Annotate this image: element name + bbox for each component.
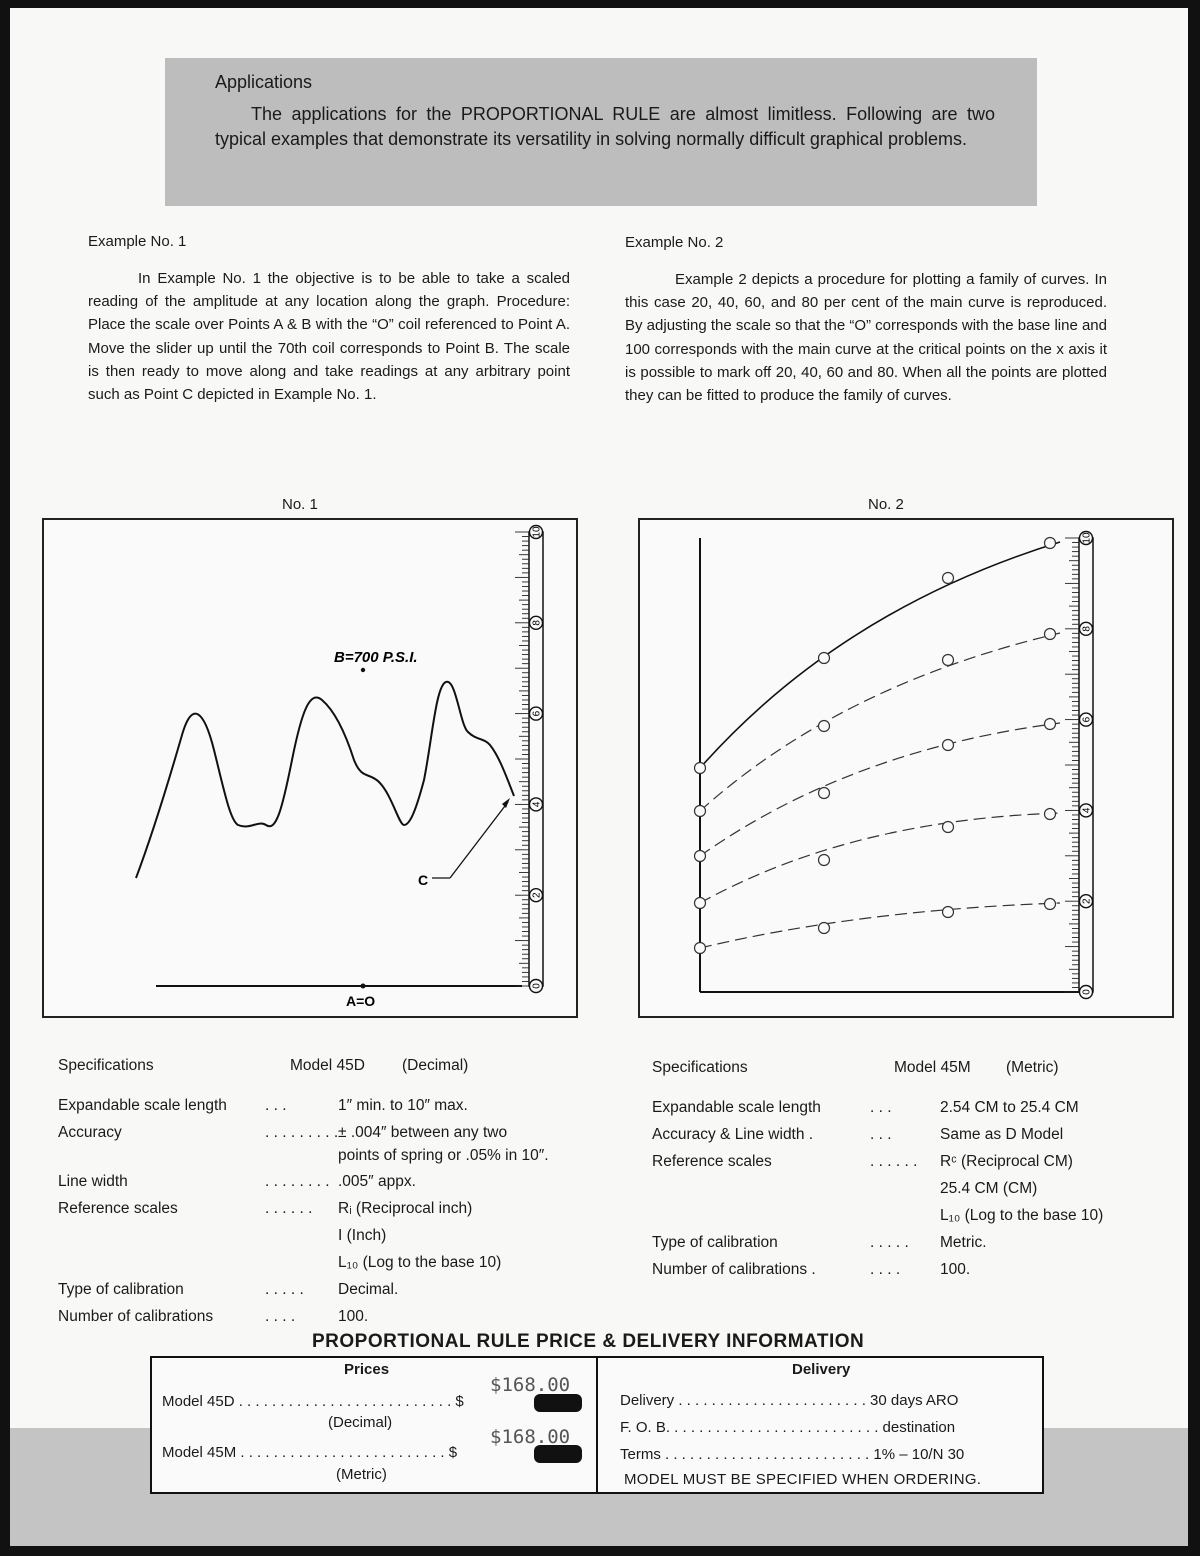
spec-decimal-model-type: (Decimal) xyxy=(402,1057,469,1074)
spec-label: Line width xyxy=(58,1173,128,1190)
spec-value: 2.54 CM to 25.4 CM xyxy=(940,1099,1079,1116)
spec-metric-heading: Specifications xyxy=(652,1059,748,1076)
scale-label: 10 xyxy=(1081,532,1093,544)
point-c-arrowhead xyxy=(502,798,510,808)
example2-text: Example 2 depicts a procedure for plotting a family of curves. In this case 20, 40, 60, and 80 per cent of the main curve is reproduced. By adjusting the scale so that the “O” corresponds with the base line and 100 corresponds with the main curve at the critical points on the x axis it is possible to mark off 20, 40, 60 and 80. When all the points are plotted they can be fitted to produce the family of curves. xyxy=(625,271,1107,405)
main-curve xyxy=(700,542,1060,768)
spec-value: I (Inch) xyxy=(338,1227,387,1244)
spec-dots: . . . xyxy=(265,1097,287,1114)
spec-value: .005″ appx. xyxy=(338,1173,416,1190)
point-a-marker xyxy=(361,984,366,989)
example2-heading: Example No. 2 xyxy=(625,234,724,251)
terms-line: Terms . . . . . . . . . . . . . . . . . . . . . . . . . 1% – 10/N 30 xyxy=(620,1446,965,1463)
spec-value: 100. xyxy=(338,1308,369,1325)
point xyxy=(819,653,830,664)
scale-bar xyxy=(1079,538,1093,992)
scale-label: 8 xyxy=(1081,626,1093,632)
spec-value: L₁₀ (Log to the base 10) xyxy=(338,1254,502,1271)
spec-label: Type of calibration xyxy=(652,1234,778,1251)
applications-text: The applications for the PROPORTIONAL RULE are almost limitless. Following are two typical examples that demonstrate its versatility in solving normally difficult graphical problems. xyxy=(215,104,995,149)
model-45d-price: $168.00 xyxy=(490,1374,571,1396)
spec-metric-model-type: (Metric) xyxy=(1006,1059,1059,1076)
document-sheet xyxy=(10,8,1188,1546)
spec-dots: . . . . . . xyxy=(870,1153,918,1170)
spec-value: Rᶜ (Reciprocal CM) xyxy=(940,1153,1073,1170)
figure1-label: No. 1 xyxy=(282,496,318,513)
point xyxy=(819,855,830,866)
spec-label: Accuracy xyxy=(58,1124,122,1141)
spec-dots: . . . xyxy=(870,1126,892,1143)
example1-text: In Example No. 1 the objective is to be able to take a scaled reading of the amplitude at any location along the graph. Procedure: Place the scale over Points A & B with the “O” coil referenced to Point A. Move the slider up until the 70th coil corresponds to Point B. The scale is then ready to move along and take readings at any arbitrary point such as Point C depicted in Example No. 1. xyxy=(88,270,570,404)
spec-value: Decimal. xyxy=(338,1281,399,1298)
scale-label: 6 xyxy=(531,710,543,717)
point xyxy=(943,655,954,666)
point-b-marker xyxy=(361,668,365,672)
spec-dots: . . . . . xyxy=(870,1234,909,1251)
point xyxy=(695,806,706,817)
applications-title: Applications xyxy=(215,72,313,92)
point-a-label: A=O xyxy=(346,993,376,1009)
figure2-box xyxy=(638,518,1174,1018)
delivery-heading: Delivery xyxy=(792,1361,851,1378)
point xyxy=(1045,719,1056,730)
point xyxy=(943,740,954,751)
point xyxy=(943,822,954,833)
scale-label: 8 xyxy=(531,620,543,626)
pricing-table xyxy=(150,1356,1044,1494)
curve-20 xyxy=(700,903,1060,948)
point-b-label: B=700 P.S.I. xyxy=(334,649,418,666)
scale-label: 0 xyxy=(531,983,543,989)
spec-value: 100. xyxy=(940,1261,971,1278)
figure1-plot xyxy=(44,520,576,1016)
spec-value: 25.4 CM (CM) xyxy=(940,1180,1038,1197)
spec-value: L₁₀ (Log to the base 10) xyxy=(940,1207,1104,1224)
pricing-title: PROPORTIONAL RULE PRICE & DELIVERY INFORMATION xyxy=(312,1331,865,1352)
point xyxy=(1045,629,1056,640)
model-45m-price: $168.00 xyxy=(490,1426,571,1448)
spec-label: Reference scales xyxy=(652,1153,772,1170)
point xyxy=(943,907,954,918)
model-45m-type: (Metric) xyxy=(336,1466,387,1483)
spec-decimal-model: Model 45D xyxy=(290,1057,365,1074)
spec-label: Expandable scale length xyxy=(58,1097,227,1114)
price-obscured-mark xyxy=(534,1394,582,1412)
prices-heading: Prices xyxy=(344,1361,390,1378)
point xyxy=(695,943,706,954)
figure1-waveform xyxy=(136,682,514,878)
spec-value: 1″ min. to 10″ max. xyxy=(338,1097,468,1114)
spec-dots: . . . . . . . . xyxy=(265,1173,330,1190)
point xyxy=(1045,809,1056,820)
figure2-plot xyxy=(640,520,1172,1016)
spec-value: points of spring or .05% in 10″. xyxy=(338,1147,549,1164)
point xyxy=(819,923,830,934)
curve-80 xyxy=(700,633,1060,811)
ordering-note: MODEL MUST BE SPECIFIED WHEN ORDERING. xyxy=(624,1471,982,1488)
figure2-points xyxy=(695,538,1056,954)
scale-bar xyxy=(529,532,543,986)
spec-label: Number of calibrations xyxy=(58,1308,214,1325)
figure1-scale xyxy=(515,526,543,993)
point xyxy=(695,851,706,862)
point xyxy=(695,898,706,909)
model-45m-line: Model 45M . . . . . . . . . . . . . . . . . . . . . . . . . $ xyxy=(162,1444,458,1461)
scale-label: 4 xyxy=(1081,807,1093,814)
spec-dots: . . . . xyxy=(265,1308,296,1325)
spec-value: Metric. xyxy=(940,1234,987,1251)
delivery-line: Delivery . . . . . . . . . . . . . . . . . . . . . . . 30 days ARO xyxy=(620,1392,959,1409)
point xyxy=(1045,538,1056,549)
point xyxy=(1045,899,1056,910)
point xyxy=(943,573,954,584)
point xyxy=(819,788,830,799)
scale-label: 0 xyxy=(1081,989,1093,995)
point-c-arrow xyxy=(450,802,508,878)
spec-dots: . . . . xyxy=(870,1261,901,1278)
scale-label: 6 xyxy=(1081,716,1093,723)
scale-label: 4 xyxy=(531,801,543,808)
scale-label: 2 xyxy=(1081,898,1093,904)
figure1-box xyxy=(42,518,578,1018)
spec-label: Expandable scale length xyxy=(652,1099,821,1116)
spec-value: Same as D Model xyxy=(940,1126,1064,1143)
model-45d-type: (Decimal) xyxy=(328,1414,393,1431)
scale-label: 10 xyxy=(531,526,543,538)
curve-60 xyxy=(700,723,1060,856)
spec-metric-model: Model 45M xyxy=(894,1059,971,1076)
figure2-scale xyxy=(1065,532,1093,999)
scale-label: 2 xyxy=(531,892,543,898)
example1-heading: Example No. 1 xyxy=(88,233,187,250)
spec-value: Rᵢ (Reciprocal inch) xyxy=(338,1200,473,1217)
spec-label: Reference scales xyxy=(58,1200,178,1217)
pricing-divider xyxy=(596,1358,598,1492)
point xyxy=(819,721,830,732)
spec-dots: . . . . . . . . . xyxy=(265,1124,339,1141)
spec-dots: . . . xyxy=(870,1099,892,1116)
point-c-label: C xyxy=(418,872,429,888)
spec-decimal-heading: Specifications xyxy=(58,1057,154,1074)
spec-label: Accuracy & Line width . xyxy=(652,1126,814,1143)
curve-40 xyxy=(700,813,1060,903)
figure2-label: No. 2 xyxy=(868,496,904,513)
applications-box xyxy=(165,58,1037,206)
spec-label: Type of calibration xyxy=(58,1281,184,1298)
spec-value: ± .004″ between any two xyxy=(338,1124,508,1141)
point xyxy=(695,763,706,774)
spec-label: Number of calibrations . xyxy=(652,1261,816,1278)
spec-dots: . . . . . xyxy=(265,1281,304,1298)
model-45d-line: Model 45D . . . . . . . . . . . . . . . . . . . . . . . . . . $ xyxy=(162,1393,464,1410)
spec-dots: . . . . . . xyxy=(265,1200,313,1217)
fob-line: F. O. B. . . . . . . . . . . . . . . . . . . . . . . . . . destination xyxy=(620,1419,956,1436)
